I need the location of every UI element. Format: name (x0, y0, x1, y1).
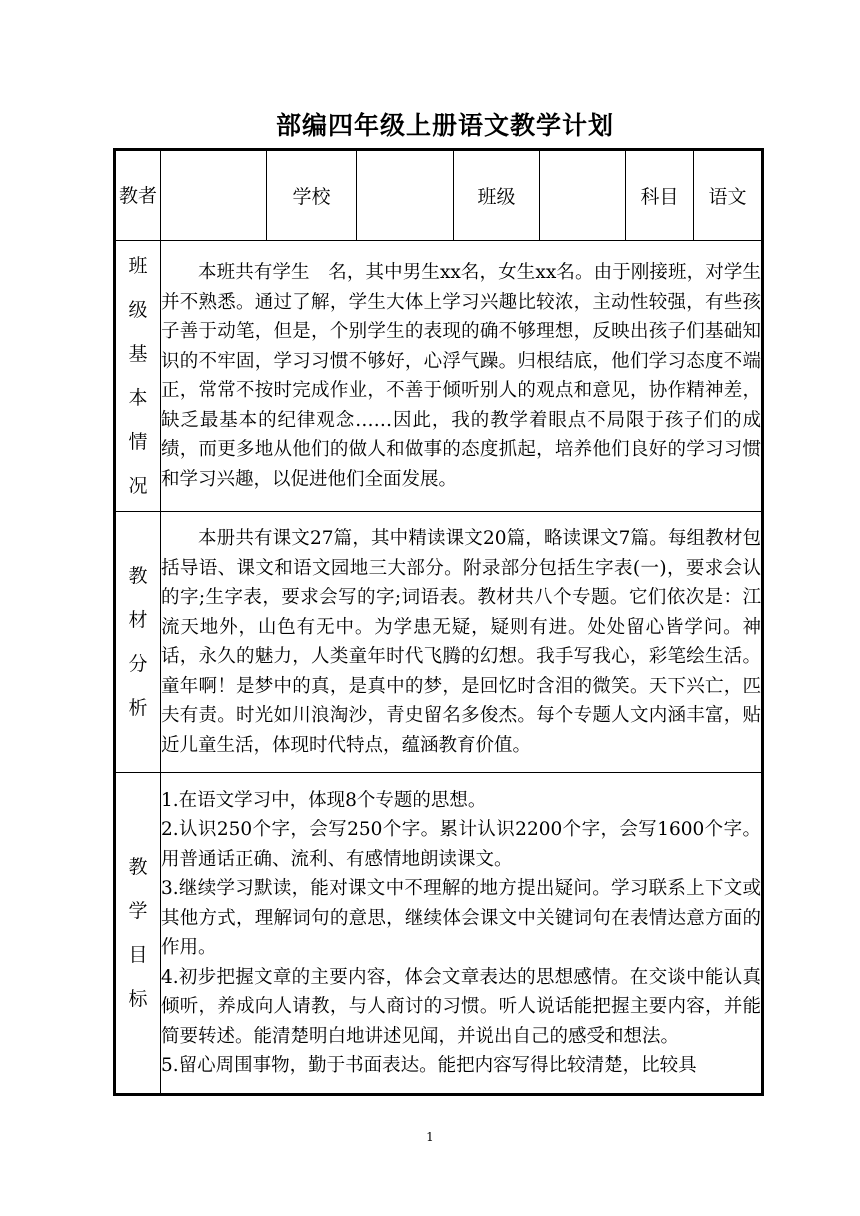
goal-item: 1.在语文学习中，体现8个专题的思想。 (161, 789, 487, 811)
basic-situation-text: 本班共有学生 名，其中男生xx名，女生xx名。由于刚接班，对学生并不熟悉。通过了解，学生大体上学习兴趣比较浓，主动性较强，有些孩子善于动笔，但是，个别学生的表现的确不够理想，反映出孩子们基础知识的不牢固，学习习惯不够好，心浮气躁。归根结底，他们学习态度不端正，常常不按时完成作业，不善于倾听别人的观点和意见，协作精神差，缺乏最基本的纪律观念……因此，我的教学着眼点不局限于孩子们的成绩，而更多地从他们的做人和做事的态度抓起，培养他们良好的学习习惯和学习兴趣，以促进他们全面发展。 (161, 262, 761, 490)
label-char: 情 (128, 431, 148, 453)
goal-item: 3.继续学习默读，能对课文中不理解的地方提出疑问。学习联系上下文或其他方式，理解词句的意思，继续体会课文中关键词句在表情达意方面的作用。 (161, 878, 761, 958)
label-char: 本 (128, 387, 148, 409)
basic-situation-label (115, 241, 161, 512)
school-label: 学校 (267, 150, 357, 241)
label-char: 目 (128, 944, 148, 966)
class-value (540, 150, 626, 241)
material-analysis-text: 本册共有课文27篇，其中精读课文20篇，略读课文7篇。每组教材包括导语、课文和语文园地三大部分。附录部分包括生字表(一)，要求会认的字;生字表，要求会写的字;词语表。教材共八个专题。它们依次是：江流天地外，山色有无中。为学患无疑，疑则有进。处处留心皆学问。神话，永久的魅力，人类童年时代飞腾的幻想。我手写我心，彩笔绘生活。童年啊！是梦中的真，是真中的梦，是回忆时含泪的微笑。天下兴亡，匹夫有责。时光如川浪淘沙，青史留名多俊杰。每个专题人文内涵丰富，贴近儿童生活，体现时代特点，蕴涵教育价值。 (161, 528, 761, 756)
label-char: 况 (128, 475, 148, 497)
teacher-label (115, 150, 161, 241)
subject-label: 科目 (626, 150, 694, 241)
label-char: 学 (128, 900, 148, 922)
label-char: 分 (128, 653, 148, 675)
material-analysis-label (115, 512, 161, 773)
school-value (357, 150, 454, 241)
label-char: 班 (128, 255, 148, 277)
page-number: 1 (426, 1130, 434, 1144)
goal-item: 4.初步把握文章的主要内容，体会文章表达的思想感情。在交谈中能认真倾听，养成向人请教，与人商讨的习惯。听人说话能把握主要内容，并能简要转述。能清楚明白地讲述见闻，并说出自己的感受和想法。 (161, 966, 761, 1047)
class-label: 班级 (454, 150, 540, 241)
basic-situation-content (161, 241, 763, 512)
goal-item: 5.留心周围事物，勤于书面表达。能把内容写得比较清楚，比较具 (161, 1055, 697, 1076)
label-char: 教 (128, 856, 148, 878)
goal-item: 2.认识250个字，会写250个字。累计认识2200个字，会写1600个字。用普通话正确、流利、有感情地朗读课文。 (161, 819, 761, 870)
basic-situation-row (115, 241, 763, 512)
label-char: 级 (128, 299, 148, 321)
page-title: 部编四年级上册语文教学计划 (275, 111, 614, 140)
header-row (115, 150, 763, 241)
plan-table (113, 148, 764, 1096)
label-char: 教 (128, 565, 148, 587)
label-char: 基 (128, 343, 148, 365)
material-analysis-content (161, 512, 763, 773)
teacher-label-text: 教者 (118, 184, 157, 207)
label-char: 材 (128, 609, 148, 631)
teaching-goals-content (161, 773, 763, 1095)
teaching-goals-row (115, 773, 763, 1095)
material-analysis-row (115, 512, 763, 773)
teacher-value (161, 150, 267, 241)
teaching-goals-label (115, 773, 161, 1095)
subject-value: 语文 (694, 150, 763, 241)
label-char: 标 (128, 988, 148, 1010)
label-char: 析 (128, 697, 148, 719)
